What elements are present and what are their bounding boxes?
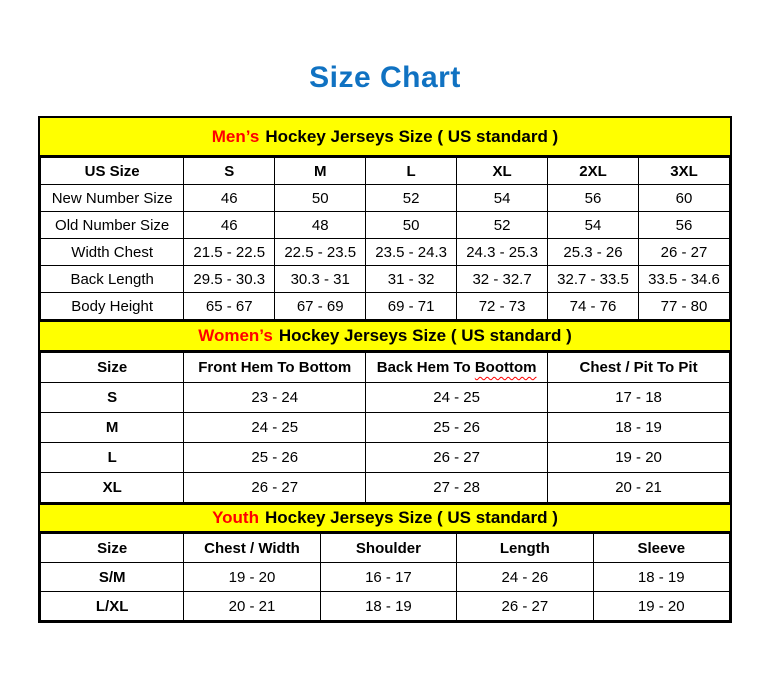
size-value-cell: 18 - 19 bbox=[593, 563, 729, 592]
size-value-cell: 26 - 27 bbox=[638, 239, 729, 266]
size-value-cell: 25.3 - 26 bbox=[548, 239, 639, 266]
column-header-row bbox=[41, 534, 730, 563]
womens-table-caption bbox=[40, 320, 730, 352]
size-value-cell: 24 - 25 bbox=[184, 413, 366, 443]
size-value-cell: 26 - 27 bbox=[457, 592, 593, 621]
row-label: L bbox=[41, 443, 184, 473]
size-value-cell: 74 - 76 bbox=[548, 293, 639, 320]
size-value-cell: 48 bbox=[275, 212, 366, 239]
table-row bbox=[41, 239, 730, 266]
size-value-cell: 20 - 21 bbox=[548, 473, 730, 503]
table-row bbox=[41, 473, 730, 503]
size-value-cell: 24.3 - 25.3 bbox=[457, 239, 548, 266]
womens-size-table bbox=[40, 352, 730, 503]
row-label: Body Height bbox=[41, 293, 184, 320]
size-value-cell: 46 bbox=[184, 185, 275, 212]
size-value-cell: 24 - 25 bbox=[366, 383, 548, 413]
size-value-cell: 25 - 26 bbox=[366, 413, 548, 443]
row-label: XL bbox=[41, 473, 184, 503]
row-label: Old Number Size bbox=[41, 212, 184, 239]
page-title: Size Chart bbox=[309, 61, 461, 94]
size-value-cell: 65 - 67 bbox=[184, 293, 275, 320]
youth-size-table bbox=[40, 533, 730, 621]
youth-size-section bbox=[40, 503, 730, 621]
column-header: Chest / Pit To Pit bbox=[548, 353, 730, 383]
size-value-cell: 19 - 20 bbox=[593, 592, 729, 621]
size-chart-container bbox=[38, 116, 732, 623]
size-value-cell: 60 bbox=[638, 185, 729, 212]
womens-size-section bbox=[40, 320, 730, 503]
size-value-cell: 23.5 - 24.3 bbox=[366, 239, 457, 266]
table-row bbox=[41, 293, 730, 320]
row-label: L/XL bbox=[41, 592, 184, 621]
size-value-cell: 23 - 24 bbox=[184, 383, 366, 413]
table-row bbox=[41, 185, 730, 212]
mens-size-table bbox=[40, 157, 730, 320]
size-value-cell: 77 - 80 bbox=[638, 293, 729, 320]
table-row bbox=[41, 212, 730, 239]
mens-caption-highlight: Men’s bbox=[211, 126, 260, 146]
column-header-row bbox=[41, 353, 730, 383]
column-header: Length bbox=[457, 534, 593, 563]
column-header: Sleeve bbox=[593, 534, 729, 563]
size-value-cell: 31 - 32 bbox=[366, 266, 457, 293]
size-value-cell: 32 - 32.7 bbox=[457, 266, 548, 293]
size-value-cell: 25 - 26 bbox=[184, 443, 366, 473]
size-value-cell: 18 - 19 bbox=[320, 592, 456, 621]
size-value-cell: 20 - 21 bbox=[184, 592, 320, 621]
size-value-cell: 56 bbox=[638, 212, 729, 239]
misspelled-word: Boottom bbox=[474, 359, 537, 376]
row-label: New Number Size bbox=[41, 185, 184, 212]
youth-caption-highlight: Youth bbox=[212, 508, 259, 527]
table-row bbox=[41, 266, 730, 293]
size-value-cell: 30.3 - 31 bbox=[275, 266, 366, 293]
row-label-column-header: Size bbox=[41, 353, 184, 383]
table-row bbox=[41, 563, 730, 592]
size-value-cell: 18 - 19 bbox=[548, 413, 730, 443]
row-label-column-header: US Size bbox=[41, 158, 184, 185]
womens-caption-highlight: Women’s bbox=[198, 326, 273, 345]
table-row bbox=[41, 443, 730, 473]
size-value-cell: 54 bbox=[457, 185, 548, 212]
column-header: 3XL bbox=[638, 158, 729, 185]
column-header: L bbox=[366, 158, 457, 185]
table-row bbox=[41, 413, 730, 443]
row-label: M bbox=[41, 413, 184, 443]
size-value-cell: 69 - 71 bbox=[366, 293, 457, 320]
mens-size-section bbox=[40, 118, 730, 320]
size-value-cell: 19 - 20 bbox=[548, 443, 730, 473]
row-label: Back Length bbox=[41, 266, 184, 293]
size-value-cell: 52 bbox=[457, 212, 548, 239]
size-value-cell: 27 - 28 bbox=[366, 473, 548, 503]
row-label-column-header: Size bbox=[41, 534, 184, 563]
size-value-cell: 46 bbox=[184, 212, 275, 239]
row-label: Width Chest bbox=[41, 239, 184, 266]
size-value-cell: 52 bbox=[366, 185, 457, 212]
column-header: S bbox=[184, 158, 275, 185]
mens-caption-text: Hockey Jerseys Size ( US standard ) bbox=[265, 126, 559, 146]
size-value-cell: 54 bbox=[548, 212, 639, 239]
mens-table-caption bbox=[40, 118, 730, 157]
column-header: Chest / Width bbox=[184, 534, 320, 563]
size-value-cell: 22.5 - 23.5 bbox=[275, 239, 366, 266]
row-label: S bbox=[41, 383, 184, 413]
column-header: Front Hem To Bottom bbox=[184, 353, 366, 383]
column-header-row bbox=[41, 158, 730, 185]
size-value-cell: 16 - 17 bbox=[320, 563, 456, 592]
size-value-cell: 32.7 - 33.5 bbox=[548, 266, 639, 293]
size-value-cell: 19 - 20 bbox=[184, 563, 320, 592]
size-value-cell: 24 - 26 bbox=[457, 563, 593, 592]
size-value-cell: 33.5 - 34.6 bbox=[638, 266, 729, 293]
size-value-cell: 26 - 27 bbox=[184, 473, 366, 503]
womens-caption-text: Hockey Jerseys Size ( US standard ) bbox=[278, 326, 572, 345]
size-value-cell: 26 - 27 bbox=[366, 443, 548, 473]
size-value-cell: 21.5 - 22.5 bbox=[184, 239, 275, 266]
column-header: M bbox=[275, 158, 366, 185]
column-header: Shoulder bbox=[320, 534, 456, 563]
size-value-cell: 50 bbox=[366, 212, 457, 239]
size-value-cell: 72 - 73 bbox=[457, 293, 548, 320]
column-header: XL bbox=[457, 158, 548, 185]
youth-caption-text: Hockey Jerseys Size ( US standard ) bbox=[264, 508, 558, 527]
size-value-cell: 67 - 69 bbox=[275, 293, 366, 320]
row-label: S/M bbox=[41, 563, 184, 592]
table-row bbox=[41, 592, 730, 621]
column-header: Back Hem To Boottom bbox=[366, 353, 548, 383]
size-value-cell: 56 bbox=[548, 185, 639, 212]
column-header: 2XL bbox=[548, 158, 639, 185]
size-value-cell: 17 - 18 bbox=[548, 383, 730, 413]
size-value-cell: 50 bbox=[275, 185, 366, 212]
table-row bbox=[41, 383, 730, 413]
youth-table-caption bbox=[40, 503, 730, 533]
size-value-cell: 29.5 - 30.3 bbox=[184, 266, 275, 293]
